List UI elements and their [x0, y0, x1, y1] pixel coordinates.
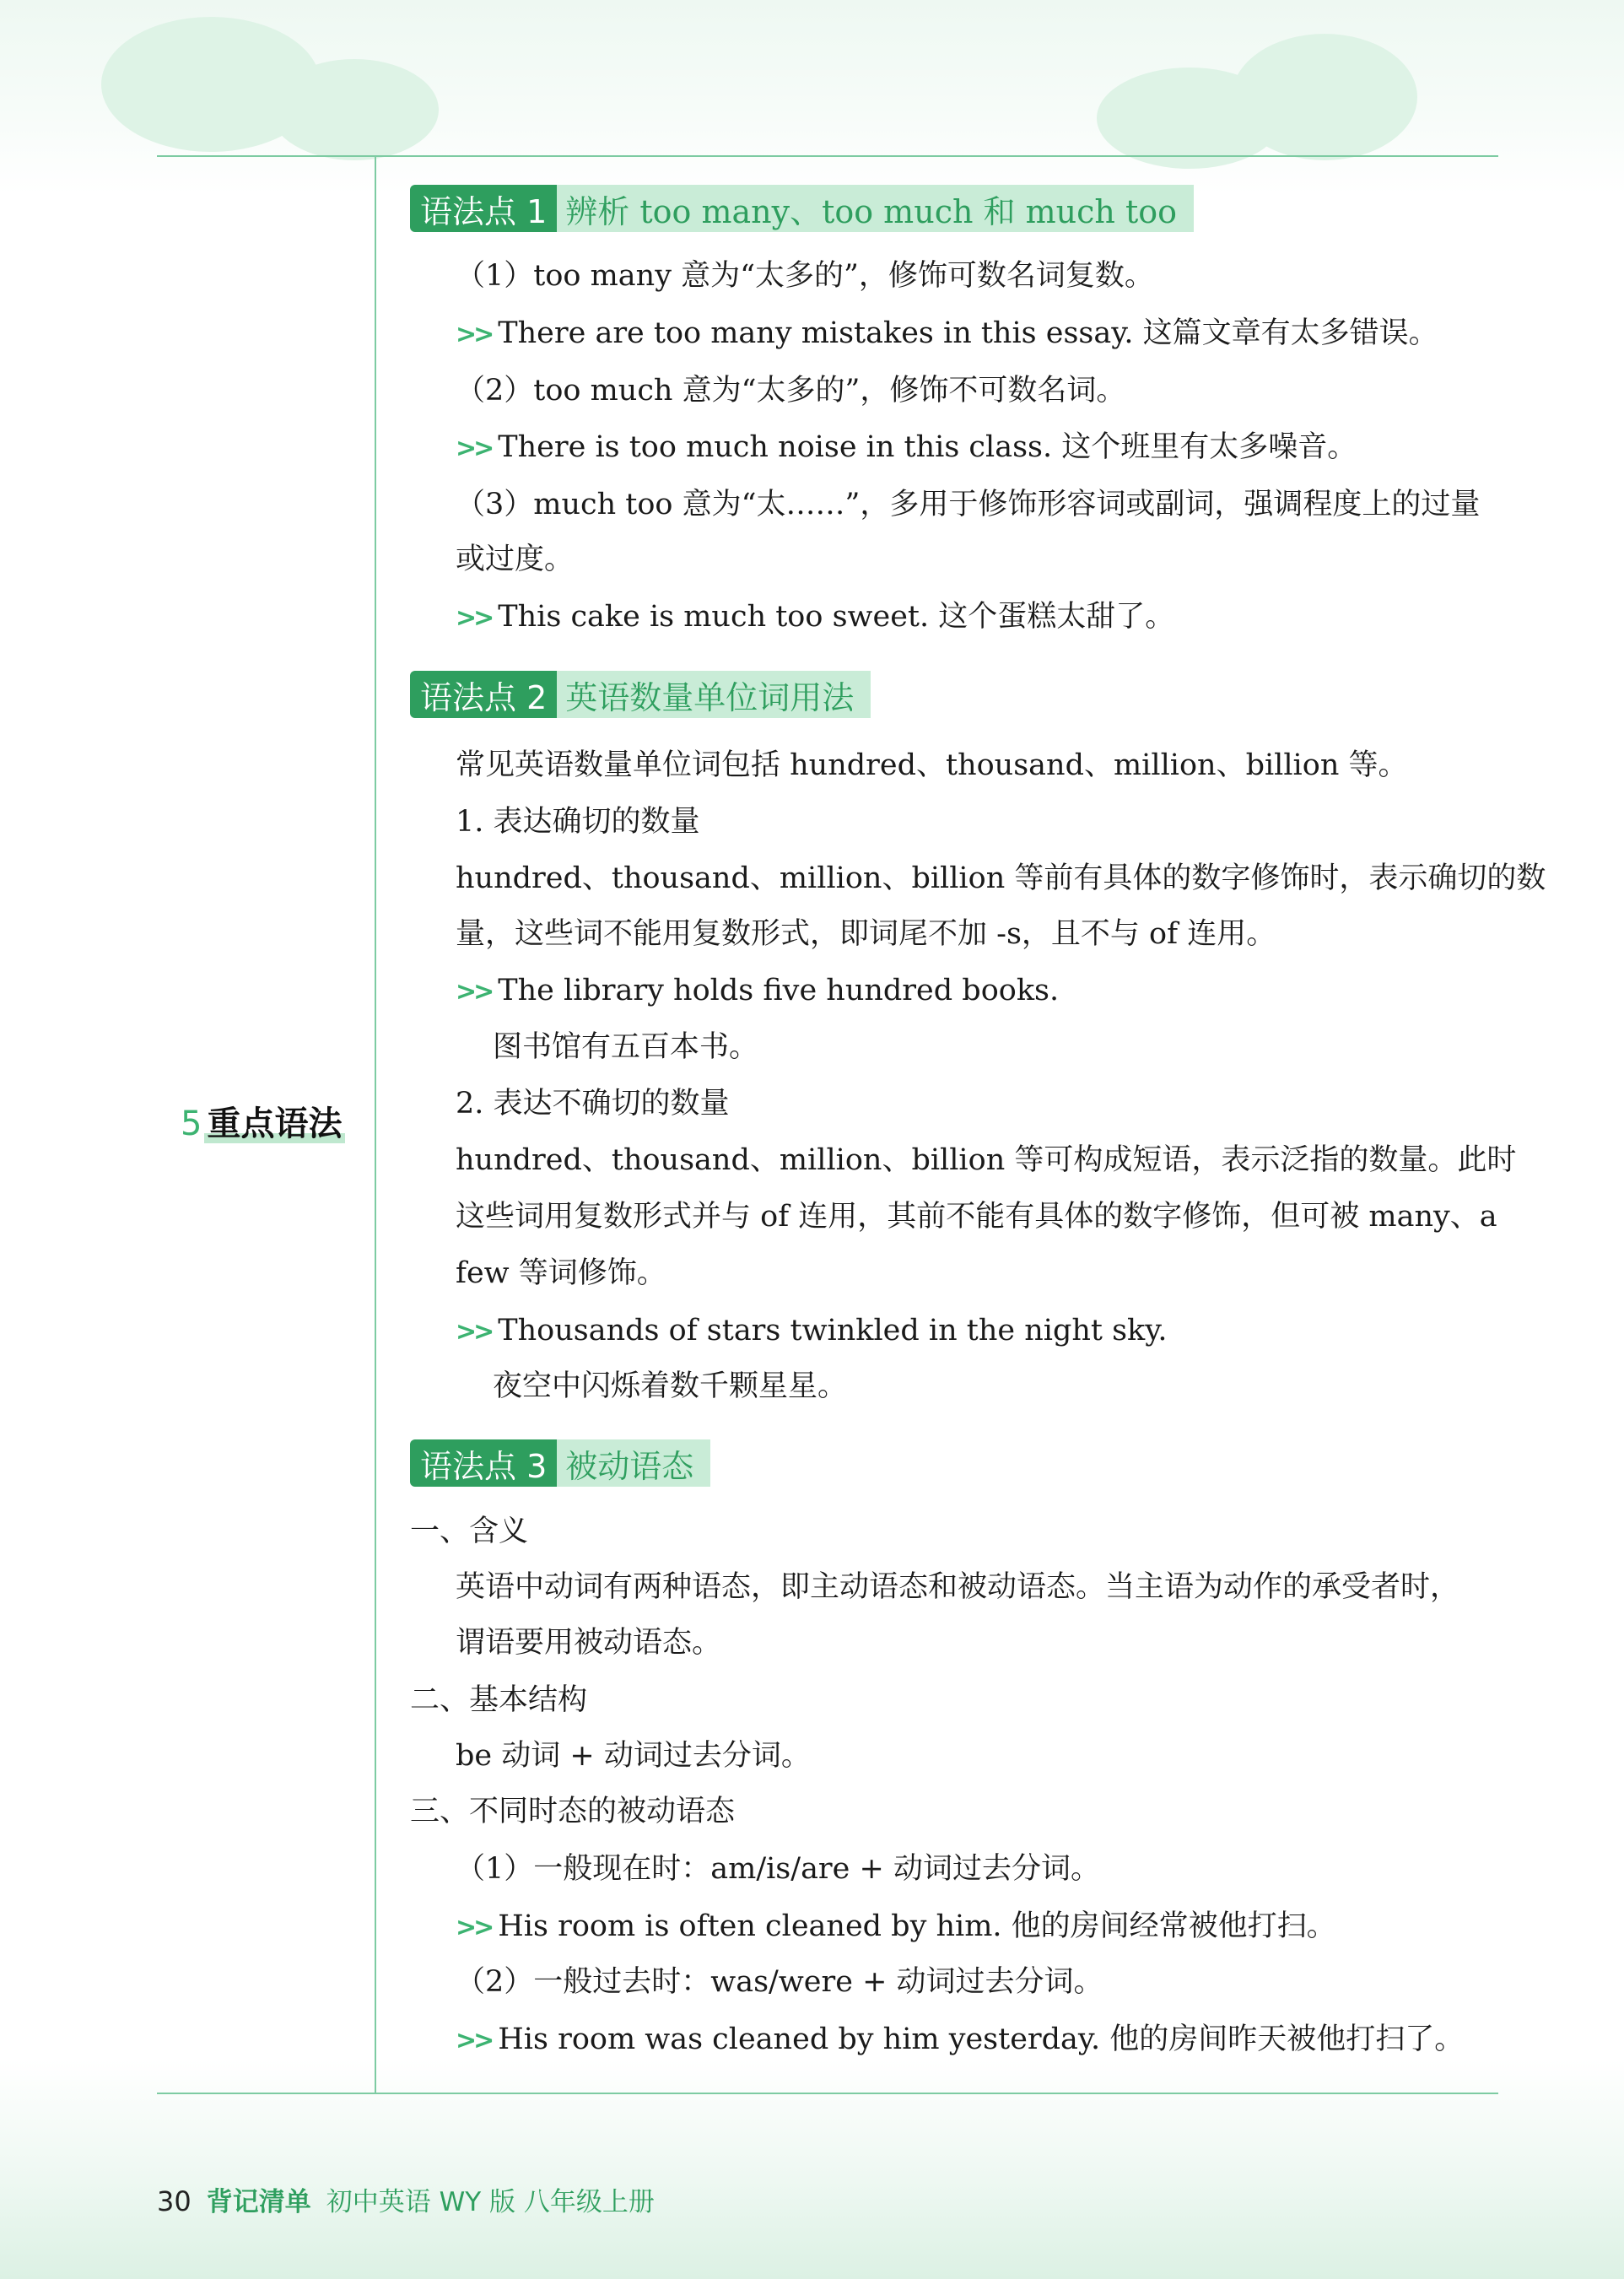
subheading: 2. 表达不确切的数量	[456, 1087, 730, 1121]
grammar-point-3-title: 被动语态	[557, 1439, 710, 1487]
example-line: >> His room was cleaned by him yesterday. 他的房间昨天被他打扫了。	[456, 2022, 1465, 2056]
example-line: >> His room is often cleaned by him. 他的房间经常被他打扫。	[456, 1909, 1336, 1943]
example-marker-icon: >>	[456, 1317, 492, 1347]
grammar-point-1-tag: 语法点 1	[410, 185, 557, 232]
example-marker-icon: >>	[456, 2026, 492, 2055]
rule-line: （2）too much 意为“太多的”，修饰不可数名词。	[456, 374, 1126, 408]
page-number: 30	[157, 2185, 192, 2217]
example-translation: 夜空中闪烁着数千颗星星。	[493, 1369, 848, 1403]
body-line: 量，这些词不能用复数形式，即词尾不加 -s，且不与 of 连用。	[456, 917, 1276, 951]
example-marker-icon: >>	[456, 977, 492, 1007]
rule-line: （3）much too 意为“太……”，多用于修饰形容词或副词，强调程度上的过量	[456, 488, 1481, 521]
subheading: 三、不同时态的被动语态	[410, 1795, 736, 1828]
column-divider	[375, 157, 376, 2093]
grammar-point-1-title: 辨析 too many、too much 和 much too	[557, 185, 1194, 232]
body-line: 常见英语数量单位词包括 hundred、thousand、million、billion 等。	[456, 748, 1408, 782]
book-subtitle: 初中英语 WY 版 八年级上册	[326, 2187, 655, 2217]
grammar-point-2-heading	[410, 671, 871, 718]
example-line: >> This cake is much too sweet. 这个蛋糕太甜了。	[456, 600, 1175, 634]
example-line: >> The library holds five hundred books.	[456, 974, 1060, 1007]
body-line: 谓语要用被动语态。	[456, 1626, 722, 1660]
grammar-point-1-heading	[410, 185, 1194, 232]
subheading: 二、基本结构	[410, 1683, 588, 1717]
rule-line: （1）too many 意为“太多的”，修饰可数名词复数。	[456, 259, 1154, 293]
subheading: 一、含义	[410, 1515, 529, 1548]
example-translation: 图书馆有五百本书。	[493, 1030, 759, 1064]
rule-line: 或过度。	[456, 543, 575, 576]
section-number: 5	[181, 1104, 202, 1143]
grammar-point-3-heading	[410, 1439, 710, 1487]
body-line: hundred、thousand、million、billion 等前有具体的数字修饰时，表示确切的数	[456, 861, 1546, 895]
rule-line: （1）一般现在时：am/is/are + 动词过去分词。	[456, 1852, 1100, 1886]
bottom-rule	[157, 2093, 1498, 2094]
example-marker-icon: >>	[456, 603, 492, 633]
body-line: 英语中动词有两种语态，即主动语态和被动语态。当主语为动作的承受者时，	[456, 1570, 1460, 1604]
subheading: 1. 表达确切的数量	[456, 805, 700, 839]
rule-line: （2）一般过去时：was/were + 动词过去分词。	[456, 1965, 1103, 1999]
example-line: >> Thousands of stars twinkled in the night sky.	[456, 1314, 1168, 1347]
page-footer	[157, 2180, 655, 2218]
section-title: 重点语法	[207, 1104, 343, 1143]
example-line: >> There is too much noise in this class. 这个班里有太多噪音。	[456, 430, 1357, 464]
section-label	[181, 1097, 342, 1145]
grammar-point-2-tag: 语法点 2	[410, 671, 557, 718]
top-rule	[157, 155, 1498, 157]
book-title: 背记清单	[206, 2187, 311, 2217]
example-marker-icon: >>	[456, 434, 492, 463]
body-line: hundred、thousand、million、billion 等可构成短语，表示泛指的数量。此时	[456, 1143, 1517, 1177]
grammar-point-3-tag: 语法点 3	[410, 1439, 557, 1487]
body-line: few 等词修饰。	[456, 1256, 666, 1290]
body-line: 这些词用复数形式并与 of 连用，其前不能有具体的数字修饰，但可被 many、a	[456, 1200, 1497, 1234]
body-line: be 动词 + 动词过去分词。	[456, 1739, 811, 1773]
grammar-point-2-title: 英语数量单位词用法	[557, 671, 871, 718]
top-decoration	[0, 0, 1624, 194]
example-marker-icon: >>	[456, 320, 492, 349]
example-marker-icon: >>	[456, 1913, 492, 1942]
example-line: >> There are too many mistakes in this essay. 这篇文章有太多错误。	[456, 316, 1438, 350]
